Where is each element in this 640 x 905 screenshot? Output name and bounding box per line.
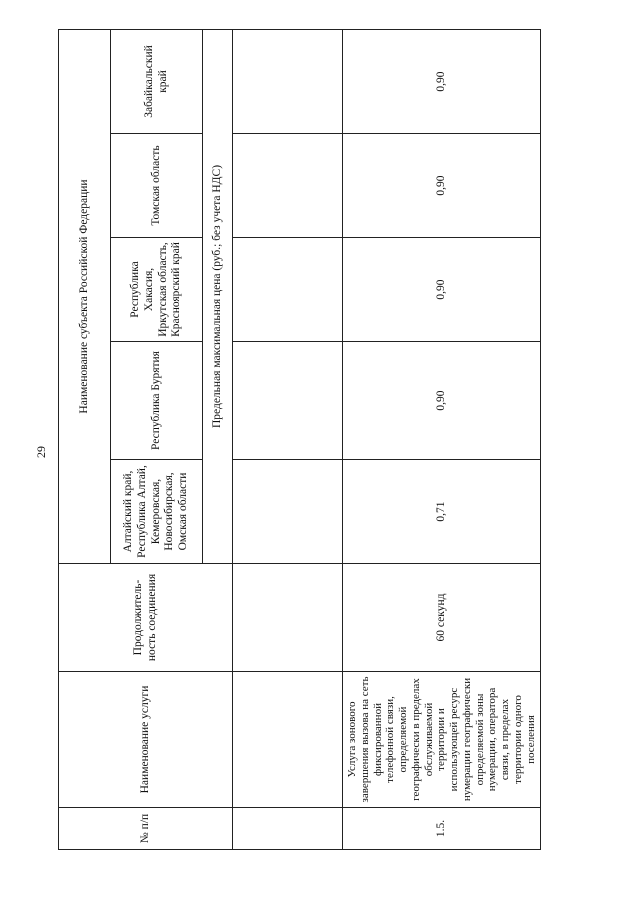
header-number: № п/п bbox=[59, 808, 233, 850]
spacer-cell bbox=[233, 564, 343, 672]
spacer-cell bbox=[233, 808, 343, 850]
row-duration: 60 секунд bbox=[343, 564, 541, 672]
header-region-altai: Алтайский край, Республика Алтай, Кемеровская, Новосибирская, Омская области bbox=[111, 460, 203, 564]
table-row bbox=[343, 29, 541, 849]
header-service-name: Наименование услуги bbox=[59, 672, 233, 808]
spacer-cell bbox=[233, 460, 343, 564]
row-number: 1.5. bbox=[343, 808, 541, 850]
header-price: Предельная максимальная цена (руб.; без учета НДС) bbox=[203, 29, 233, 563]
tariff-table bbox=[58, 29, 541, 850]
spacer-cell bbox=[233, 134, 343, 238]
row-price-khakassia: 0,90 bbox=[343, 238, 541, 342]
header-region-tomsk: Томская область bbox=[111, 134, 203, 238]
header-region-buryatia: Республика Бурятия bbox=[111, 342, 203, 460]
header-duration: Продолжитель-ность соединения bbox=[59, 564, 233, 672]
row-service-name: Услуга зонового завершения вызова на сеть фиксированной телефонной связи, определяемой географически в пределах обслуживаемой территории и использующей ресурс нумерации географически определяемой зоны нумерации, оператора связи, в пределах территории одного поселения bbox=[343, 672, 541, 808]
row-price-buryatia: 0,90 bbox=[343, 342, 541, 460]
spacer-cell bbox=[233, 342, 343, 460]
header-region-khakassia: Республика Хакасия, Иркутская область, Красноярский край bbox=[111, 238, 203, 342]
spacer-cell bbox=[233, 29, 343, 133]
row-price-zabaikalsky: 0,90 bbox=[343, 29, 541, 133]
row-price-altai: 0,71 bbox=[343, 460, 541, 564]
page-number: 29 bbox=[34, 446, 48, 458]
header-region-zabaikalsky: Забайкальский край bbox=[111, 29, 203, 133]
spacer-cell bbox=[233, 672, 343, 808]
header-subject-group: Наименование субъекта Российской Федерации bbox=[59, 29, 111, 563]
row-price-tomsk: 0,90 bbox=[343, 134, 541, 238]
spacer-cell bbox=[233, 238, 343, 342]
